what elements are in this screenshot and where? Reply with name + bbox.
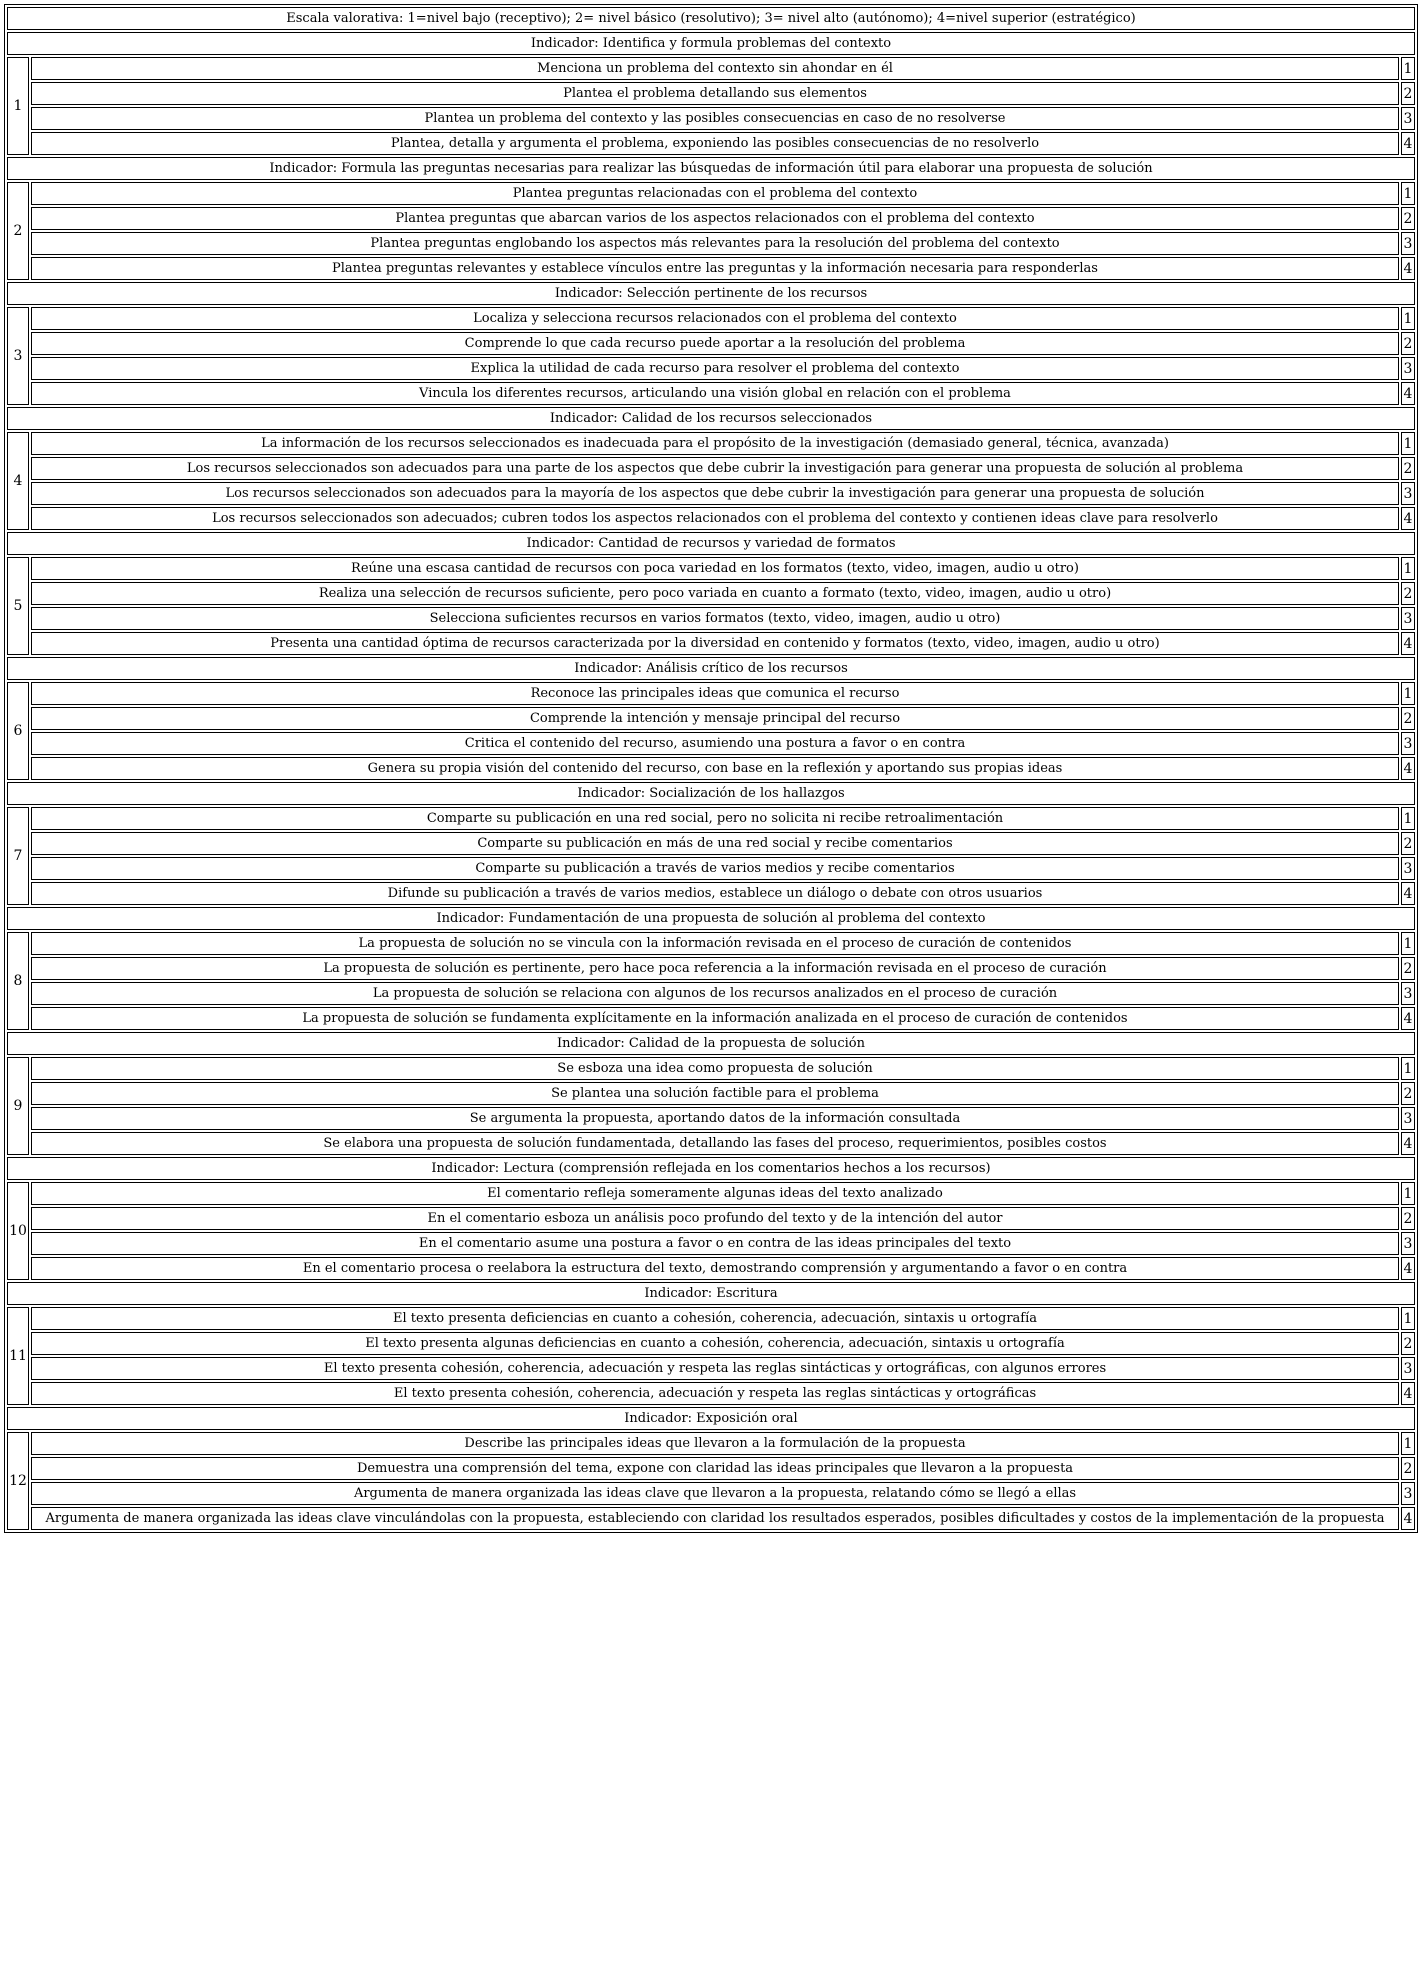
descriptor-row [7,382,1415,405]
level-value: 1 [1401,1432,1415,1455]
level-value: 1 [1401,682,1415,705]
level-value: 4 [1401,132,1415,155]
descriptor-row [7,1082,1415,1105]
descriptor-text: Se plantea una solución factible para el problema [31,1082,1399,1105]
level-value: 2 [1401,82,1415,105]
indicator-label: Indicador: Socialización de los hallazgos [7,782,1415,805]
level-value: 2 [1401,957,1415,980]
level-value: 4 [1401,1257,1415,1280]
indicator-row [7,1282,1415,1305]
descriptor-row [7,857,1415,880]
indicator-row [7,407,1415,430]
descriptor-row [7,82,1415,105]
descriptor-text: Realiza una selección de recursos suficiente, pero poco variada en cuanto a formato (texto, video, imagen, audio u otro) [31,582,1399,605]
level-value: 4 [1401,1007,1415,1030]
level-value: 3 [1401,732,1415,755]
descriptor-text: El texto presenta algunas deficiencias en cuanto a cohesión, coherencia, adecuación, sintaxis u ortografía [31,1332,1399,1355]
indicator-label: Indicador: Calidad de la propuesta de solución [7,1032,1415,1055]
descriptor-text: Genera su propia visión del contenido del recurso, con base en la reflexión y aportando sus propias ideas [31,757,1399,780]
descriptor-row [7,932,1415,955]
descriptor-text: El texto presenta deficiencias en cuanto a cohesión, coherencia, adecuación, sintaxis u ortografía [31,1307,1399,1330]
descriptor-text: Se esboza una idea como propuesta de solución [31,1057,1399,1080]
descriptor-text: Demuestra una comprensión del tema, expone con claridad las ideas principales que llevaron a la propuesta [31,1457,1399,1480]
rubric-table [4,4,1418,1533]
descriptor-text: La propuesta de solución es pertinente, pero hace poca referencia a la información revisada en el proceso de curación [31,957,1399,980]
level-value: 4 [1401,382,1415,405]
descriptor-row [7,507,1415,530]
level-value: 4 [1401,882,1415,905]
descriptor-text: Selecciona suficientes recursos en varios formatos (texto, video, imagen, audio u otro) [31,607,1399,630]
descriptor-row [7,257,1415,280]
level-value: 1 [1401,432,1415,455]
descriptor-row [7,1182,1415,1205]
criterion-number: 8 [7,932,29,1030]
descriptor-text: Reúne una escasa cantidad de recursos con poca variedad en los formatos (texto, video, imagen, audio u otro) [31,557,1399,580]
criterion-number: 6 [7,682,29,780]
descriptor-row [7,882,1415,905]
indicator-label: Indicador: Fundamentación de una propuesta de solución al problema del contexto [7,907,1415,930]
descriptor-row [7,607,1415,630]
level-value: 2 [1401,582,1415,605]
level-value: 2 [1401,1207,1415,1230]
descriptor-text: La propuesta de solución se relaciona con algunos de los recursos analizados en el proceso de curación [31,982,1399,1005]
descriptor-row [7,582,1415,605]
level-value: 2 [1401,707,1415,730]
descriptor-row [7,732,1415,755]
descriptor-row [7,1507,1415,1530]
indicator-label: Indicador: Calidad de los recursos seleccionados [7,407,1415,430]
descriptor-text: Argumenta de manera organizada las ideas clave vinculándolas con la propuesta, estableciendo con claridad los resultados esperados, posibles dificultades y costos de la implementación de la propuesta [31,1507,1399,1530]
descriptor-row [7,57,1415,80]
indicator-row [7,1157,1415,1180]
descriptor-row [7,432,1415,455]
level-value: 2 [1401,1082,1415,1105]
rubric-container [4,4,1418,1533]
descriptor-text: Plantea el problema detallando sus elementos [31,82,1399,105]
indicator-row [7,532,1415,555]
rubric-body [7,7,1415,1530]
level-value: 1 [1401,182,1415,205]
level-value: 3 [1401,107,1415,130]
level-value: 2 [1401,832,1415,855]
descriptor-row [7,1107,1415,1130]
level-value: 1 [1401,807,1415,830]
descriptor-text: Explica la utilidad de cada recurso para resolver el problema del contexto [31,357,1399,380]
criterion-number: 5 [7,557,29,655]
indicator-row [7,32,1415,55]
descriptor-row [7,682,1415,705]
indicator-label: Indicador: Escritura [7,1282,1415,1305]
descriptor-text: Comprende lo que cada recurso puede aportar a la resolución del problema [31,332,1399,355]
level-value: 3 [1401,1357,1415,1380]
level-value: 3 [1401,857,1415,880]
indicator-label: Indicador: Identifica y formula problemas del contexto [7,32,1415,55]
level-value: 1 [1401,932,1415,955]
criterion-number: 1 [7,57,29,155]
descriptor-text: En el comentario procesa o reelabora la estructura del texto, demostrando comprensión y argumentando a favor o en contra [31,1257,1399,1280]
descriptor-row [7,1132,1415,1155]
indicator-row [7,282,1415,305]
descriptor-row [7,107,1415,130]
descriptor-text: Comparte su publicación en más de una red social y recibe comentarios [31,832,1399,855]
descriptor-row [7,457,1415,480]
descriptor-row [7,832,1415,855]
descriptor-text: Los recursos seleccionados son adecuados para una parte de los aspectos que debe cubrir la investigación para generar una propuesta de solución al problema [31,457,1399,480]
level-value: 3 [1401,982,1415,1005]
indicator-label: Indicador: Lectura (comprensión reflejada en los comentarios hechos a los recursos) [7,1157,1415,1180]
descriptor-row [7,482,1415,505]
level-value: 2 [1401,1332,1415,1355]
level-value: 3 [1401,1232,1415,1255]
descriptor-text: Localiza y selecciona recursos relacionados con el problema del contexto [31,307,1399,330]
criterion-number: 4 [7,432,29,530]
descriptor-row [7,132,1415,155]
descriptor-row [7,957,1415,980]
descriptor-row [7,1232,1415,1255]
descriptor-text: Comparte su publicación a través de varios medios y recibe comentarios [31,857,1399,880]
indicator-label: Indicador: Exposición oral [7,1407,1415,1430]
descriptor-row [7,307,1415,330]
level-value: 4 [1401,1507,1415,1530]
descriptor-row [7,757,1415,780]
descriptor-text: El comentario refleja someramente algunas ideas del texto analizado [31,1182,1399,1205]
descriptor-text: Plantea un problema del contexto y las posibles consecuencias en caso de no resolverse [31,107,1399,130]
descriptor-row [7,807,1415,830]
level-value: 1 [1401,307,1415,330]
indicator-label: Indicador: Análisis crítico de los recursos [7,657,1415,680]
level-value: 4 [1401,507,1415,530]
descriptor-text: Los recursos seleccionados son adecuados para la mayoría de los aspectos que debe cubrir la investigación para generar una propuesta de solución [31,482,1399,505]
descriptor-row [7,557,1415,580]
descriptor-row [7,1432,1415,1455]
descriptor-text: Plantea preguntas que abarcan varios de los aspectos relacionados con el problema del contexto [31,207,1399,230]
indicator-label: Indicador: Formula las preguntas necesarias para realizar las búsquedas de información útil para elaborar una propuesta de solución [7,157,1415,180]
descriptor-row [7,982,1415,1005]
criterion-number: 9 [7,1057,29,1155]
descriptor-row [7,1257,1415,1280]
level-value: 1 [1401,1057,1415,1080]
criterion-number: 3 [7,307,29,405]
level-value: 2 [1401,207,1415,230]
scale-row [7,7,1415,30]
descriptor-text: Presenta una cantidad óptima de recursos caracterizada por la diversidad en contenido y formatos (texto, video, imagen, audio u otro) [31,632,1399,655]
descriptor-row [7,182,1415,205]
descriptor-text: La propuesta de solución no se vincula con la información revisada en el proceso de curación de contenidos [31,932,1399,955]
level-value: 2 [1401,332,1415,355]
descriptor-row [7,1207,1415,1230]
level-value: 4 [1401,632,1415,655]
descriptor-text: Menciona un problema del contexto sin ahondar en él [31,57,1399,80]
descriptor-text: Comprende la intención y mensaje principal del recurso [31,707,1399,730]
criterion-number: 2 [7,182,29,280]
level-value: 4 [1401,757,1415,780]
descriptor-row [7,1332,1415,1355]
level-value: 2 [1401,457,1415,480]
level-value: 3 [1401,357,1415,380]
descriptor-row [7,1307,1415,1330]
level-value: 1 [1401,1182,1415,1205]
descriptor-text: Se elabora una propuesta de solución fundamentada, detallando las fases del proceso, requerimientos, posibles costos [31,1132,1399,1155]
descriptor-text: Los recursos seleccionados son adecuados; cubren todos los aspectos relacionados con el problema del contexto y contienen ideas clave para resolverlo [31,507,1399,530]
descriptor-text: En el comentario asume una postura a favor o en contra de las ideas principales del texto [31,1232,1399,1255]
level-value: 3 [1401,482,1415,505]
indicator-row [7,1407,1415,1430]
descriptor-text: Vincula los diferentes recursos, articulando una visión global en relación con el problema [31,382,1399,405]
level-value: 1 [1401,1307,1415,1330]
descriptor-row [7,1057,1415,1080]
level-value: 3 [1401,232,1415,255]
criterion-number: 10 [7,1182,29,1280]
descriptor-text: Plantea preguntas relevantes y establece vínculos entre las preguntas y la información necesaria para responderlas [31,257,1399,280]
descriptor-text: Difunde su publicación a través de varios medios, establece un diálogo o debate con otros usuarios [31,882,1399,905]
descriptor-text: Se argumenta la propuesta, aportando datos de la información consultada [31,1107,1399,1130]
indicator-row [7,782,1415,805]
descriptor-row [7,632,1415,655]
descriptor-text: Plantea, detalla y argumenta el problema, exponiendo las posibles consecuencias de no resolverlo [31,132,1399,155]
descriptor-text: Critica el contenido del recurso, asumiendo una postura a favor o en contra [31,732,1399,755]
indicator-row [7,657,1415,680]
descriptor-row [7,232,1415,255]
level-value: 3 [1401,607,1415,630]
descriptor-text: El texto presenta cohesión, coherencia, adecuación y respeta las reglas sintácticas y ortográficas [31,1382,1399,1405]
descriptor-text: El texto presenta cohesión, coherencia, adecuación y respeta las reglas sintácticas y ortográficas, con algunos errores [31,1357,1399,1380]
descriptor-text: Plantea preguntas englobando los aspectos más relevantes para la resolución del problema del contexto [31,232,1399,255]
descriptor-row [7,1482,1415,1505]
level-value: 2 [1401,1457,1415,1480]
descriptor-text: Plantea preguntas relacionadas con el problema del contexto [31,182,1399,205]
level-value: 1 [1401,557,1415,580]
level-value: 4 [1401,1382,1415,1405]
scale-header: Escala valorativa: 1=nivel bajo (receptivo); 2= nivel básico (resolutivo); 3= nivel alto (autónomo); 4=nivel superior (estratégico) [7,7,1415,30]
descriptor-text: Reconoce las principales ideas que comunica el recurso [31,682,1399,705]
descriptor-text: Describe las principales ideas que llevaron a la formulación de la propuesta [31,1432,1399,1455]
level-value: 3 [1401,1482,1415,1505]
level-value: 4 [1401,257,1415,280]
indicator-label: Indicador: Cantidad de recursos y variedad de formatos [7,532,1415,555]
descriptor-text: Comparte su publicación en una red social, pero no solicita ni recibe retroalimentación [31,807,1399,830]
descriptor-text: En el comentario esboza un análisis poco profundo del texto y de la intención del autor [31,1207,1399,1230]
descriptor-row [7,1382,1415,1405]
indicator-row [7,907,1415,930]
level-value: 4 [1401,1132,1415,1155]
indicator-label: Indicador: Selección pertinente de los recursos [7,282,1415,305]
descriptor-row [7,1007,1415,1030]
descriptor-row [7,332,1415,355]
level-value: 3 [1401,1107,1415,1130]
descriptor-text: La propuesta de solución se fundamenta explícitamente en la información analizada en el proceso de curación de contenidos [31,1007,1399,1030]
descriptor-row [7,357,1415,380]
descriptor-text: Argumenta de manera organizada las ideas clave que llevaron a la propuesta, relatando cómo se llegó a ellas [31,1482,1399,1505]
indicator-row [7,157,1415,180]
descriptor-row [7,1457,1415,1480]
criterion-number: 12 [7,1432,29,1530]
descriptor-row [7,1357,1415,1380]
descriptor-text: La información de los recursos seleccionados es inadecuada para el propósito de la investigación (demasiado general, técnica, avanzada) [31,432,1399,455]
descriptor-row [7,207,1415,230]
indicator-row [7,1032,1415,1055]
level-value: 1 [1401,57,1415,80]
descriptor-row [7,707,1415,730]
criterion-number: 7 [7,807,29,905]
criterion-number: 11 [7,1307,29,1405]
